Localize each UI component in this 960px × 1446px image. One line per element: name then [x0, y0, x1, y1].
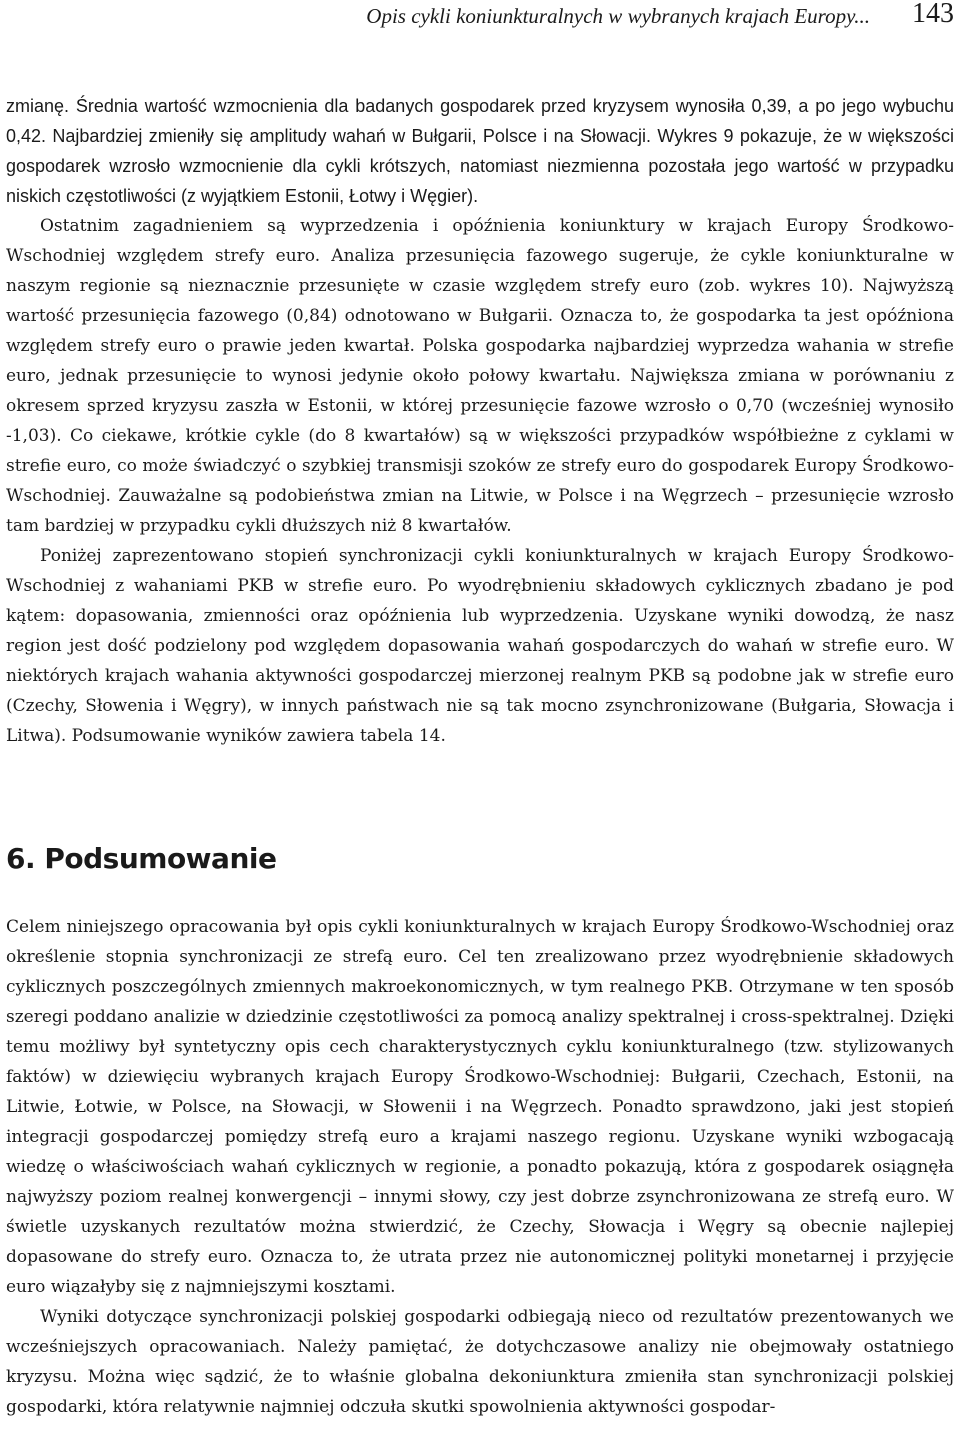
page-number: 143 — [912, 0, 954, 29]
section-body — [6, 91, 954, 751]
paragraph: Ostatnim zagadnieniem są wyprzedzenia i opóźnienia koniunktury w krajach Europy Środkowo-Wschodniej względem strefy euro. Analiza przesunięcia fazowego sugeruje, że cykle koniunkturalne w naszym regionie są nieznacznie przesunięte w czasie względem strefy euro (zob. wykres 10). Najwyższą wartość przesunięcia fazowego (0,84) odnotowano w Bułgarii. Oznacza to, że gospodarka ta jest opóźniona względem strefy euro o prawie jeden kwartał. Polska gospodarka najbardziej wyprzedza wahania w strefie euro, jednak przesunięcie to wynosi jedynie około połowy kwartału. Największa zmiana w porównaniu z okresem sprzed kryzysu zaszła w Estonii, w której przesunięcie fazowe wzrosło o 0,70 (wcześniej wynosiło -1,03). Co ciekawe, krótkie cykle (do 8 kwartałów) są w większości przypadków współbieżne z cyklami w strefie euro, co może świadczyć o szybkiej transmisji szoków ze strefy euro do gospodarek Europy Środkowo-Wschodniej. Zauważalne są podobieństwa zmian na Litwie, w Polsce i na Węgrzech – przesunięcie wzrosło tam bardziej w przypadku cykli dłuższych niż 8 kwartałów. — [6, 216, 954, 536]
paragraph: Celem niniejszego opracowania był opis cykli koniunkturalnych w krajach Europy Środkowo-Wschodniej oraz określenie stopnia synchronizacji ze strefą euro. Cel ten zrealizowano przez wyodrębnienie składowych cyklicznych poszczególnych zmiennych makroekonomicznych, w tym realnego PKB. Otrzymane w ten sposób szeregi poddano analizie w dziedzinie częstotliwości za pomocą analizy spektralnej i cross-spektralnej. Dzięki temu możliwy był syntetyczny opis cech charakterystycznych cyklu koniunkturalnego (tzw. stylizowanych faktów) w dziewięciu wybranych krajach Europy Środkowo-Wschodniej: Bułgarii, Czechach, Estonii, na Litwie, Łotwie, w Polsce, na Słowacji, w Słowenii i na Węgrzech. Ponadto sprawdzono, jaki jest stopień integracji gospodarczej pomiędzy strefą euro a krajami naszego regionu. Uzyskane wyniki wzbogacają wiedzę o właściwościach wahań cyklicznych w regionie, a ponadto pokazują, która z gospodarek osiągnęła najwyższy poziom realnej konwergencji – innymi słowy, czy jest dobrze zsynchronizowana ze strefą euro. W świetle uzyskanych rezultatów można stwierdzić, że Czechy, Słowacja i Węgry są obecnie najlepiej dopasowane do strefy euro. Oznacza to, że utrata przez nie autonomicznej polityki monetarnej i przyjęcie euro wiązałyby się z najmniejszymi kosztami. — [6, 917, 954, 1297]
running-title: Opis cykli koniunkturalnych w wybranych krajach Europy... — [366, 4, 870, 28]
paragraph: Wyniki dotyczące synchronizacji polskiej gospodarki odbiegają nieco od rezultatów prezentowanych we wcześniejszych opracowaniach. Należy pamiętać, że dotychczasowe analizy nie obejmowały ostatniego kryzysu. Można więc sądzić, że to właśnie globalna dekoniunktura zmieniła stan synchronizacji polskiej gospodarki, która relatywnie najmniej odczuła skutki spowolnienia aktywności gospodar- — [6, 1307, 954, 1417]
running-header — [6, 0, 954, 40]
paragraph: Poniżej zaprezentowano stopień synchronizacji cykli koniunkturalnych w krajach Europy Środkowo-Wschodniej z wahaniami PKB w strefie euro. Po wyodrębnieniu składowych cyklicznych zbadano je pod kątem: dopasowania, zmienności oraz opóźnienia lub wyprzedzenia. Uzyskane wyniki dowodzą, że nasz region jest dość podzielony pod względem dopasowania wahań gospodarczych do wahań w strefie euro. W niektórych krajach wahania aktywności gospodarczej mierzonej realnym PKB są podobne jak w strefie euro (Czechy, Słowenia i Węgry), w innych państwach nie są tak mocno zsynchronizowane (Bułgaria, Słowacja i Litwa). Podsumowanie wyników zawiera tabela 14. — [6, 546, 954, 746]
section-heading: 6. Podsumowanie — [6, 842, 277, 875]
paragraph: zmianę. Średnia wartość wzmocnienia dla badanych gospodarek przed kryzysem wynosiła 0,39, a po jego wybuchu 0,42. Najbardziej zmieniły się amplitudy wahań w Bułgarii, Polsce i na Słowacji. Wykres 9 pokazuje, że w większości gospodarek wzrosło wzmocnienie dla cykli krótszych, natomiast niezmienna pozostała jego wartość w przypadku niskich częstotliwości (z wyjątkiem Estonii, Łotwy i Węgier). — [6, 96, 954, 206]
summary-body — [6, 912, 954, 1422]
